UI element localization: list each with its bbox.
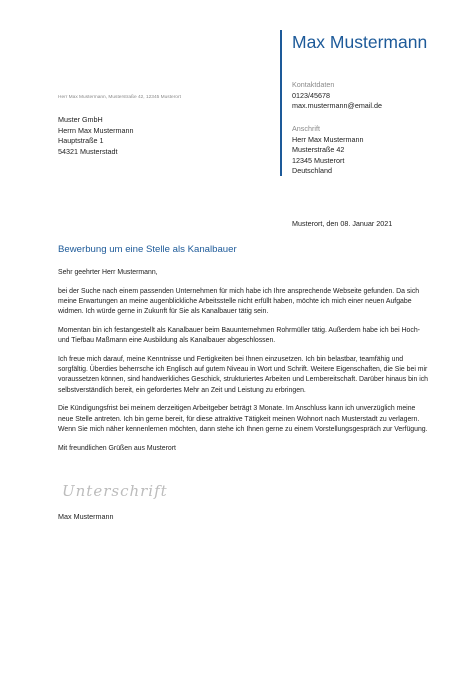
salutation: Sehr geehrter Herr Mustermann, (58, 269, 158, 276)
letter-subject: Bewerbung um eine Stelle als Kanalbauer (58, 244, 237, 255)
address-line: Musterstraße 42 (292, 145, 345, 155)
address-label: Anschrift (292, 124, 320, 133)
recipient-line: Herrn Max Mustermann (58, 125, 134, 135)
letter-date: Musterort, den 08. Januar 2021 (292, 219, 393, 228)
email-address: max.mustermann@email.de (292, 101, 382, 111)
recipient-line: Hauptstraße 1 (58, 136, 104, 146)
contact-label: Kontaktdaten (292, 80, 335, 89)
recipient-address (58, 115, 134, 157)
body-paragraph: Die Kündigungsfrist bei meinem derzeitigen Arbeitgeber beträgt 3 Monate. Im Anschluss kann ich unverzüglich meine neue Stelle antreten. Ich bin gerne bereit, für diese attraktive Tätigkeit meinen Wohnort nach Musterstadt zu verlagern. Wenn Sie mich näher kennenlernen möchten, dann stehe ich Ihnen gerne zu einem Vorstellungsgespräch zur Verfügung. (58, 405, 428, 433)
body-paragraph: bei der Suche nach einem passenden Unternehmen für mich habe ich Ihre ansprechende Webseite gefunden. Da sich meine Erwartungen an meine augenblickliche Arbeitsstelle nicht erfüllt haben, möchte ich mich einer neuen Aufgabe widmen. Ich würde gerne in Zukunft für Sie als Kanalbauer tätig sein. (58, 287, 420, 316)
address-line: 12345 Musterort (292, 155, 345, 165)
sender-return-line: Herr Max Mustermann, Musterstraße 42, 12345 Musterort (58, 95, 181, 100)
signature: Unterschrift (62, 482, 168, 500)
closing: Mit freundlichen Grüßen aus Musterort (58, 444, 176, 452)
contact-block (292, 80, 462, 112)
letter-body (58, 268, 430, 462)
address-block (292, 124, 462, 177)
recipient-line: Muster GmbH (58, 115, 103, 124)
signer-name: Max Mustermann (58, 512, 114, 521)
header-accent-bar (280, 30, 282, 176)
body-paragraph: Ich freue mich darauf, meine Kenntnisse und Fertigkeiten bei Ihnen einzusetzen. Ich bin belastbar, teamfähig und sorgfältig. Überdies beherrsche ich Englisch auf gutem Niveau in Wort und Schrift. Weitere Eigenschaften, die Sie bei mir voraussetzen können, sind handwerkliches Geschick, strukturiertes Arbeiten und Lernbereitschaft. Darüber hinaus bin ich selbstverständlich bereit, ein gefordertes Mehr an Zeit und Leistung zu erbringen. (58, 356, 428, 394)
applicant-name: Max Mustermann (292, 32, 428, 52)
body-paragraph: Momentan bin ich festangestellt als Kanalbauer beim Bauunternehmen Rohrmüller tätig. Außerdem habe ich bei Hoch- und Tiefbau Maßmann eine Ausbildung als Kanalbauer abgeschlossen. (58, 327, 420, 345)
address-line: Herr Max Mustermann (292, 134, 364, 144)
recipient-line: 54321 Musterstadt (58, 146, 118, 156)
address-line: Deutschland (292, 166, 332, 176)
phone-number: 0123/45678 (292, 90, 330, 100)
